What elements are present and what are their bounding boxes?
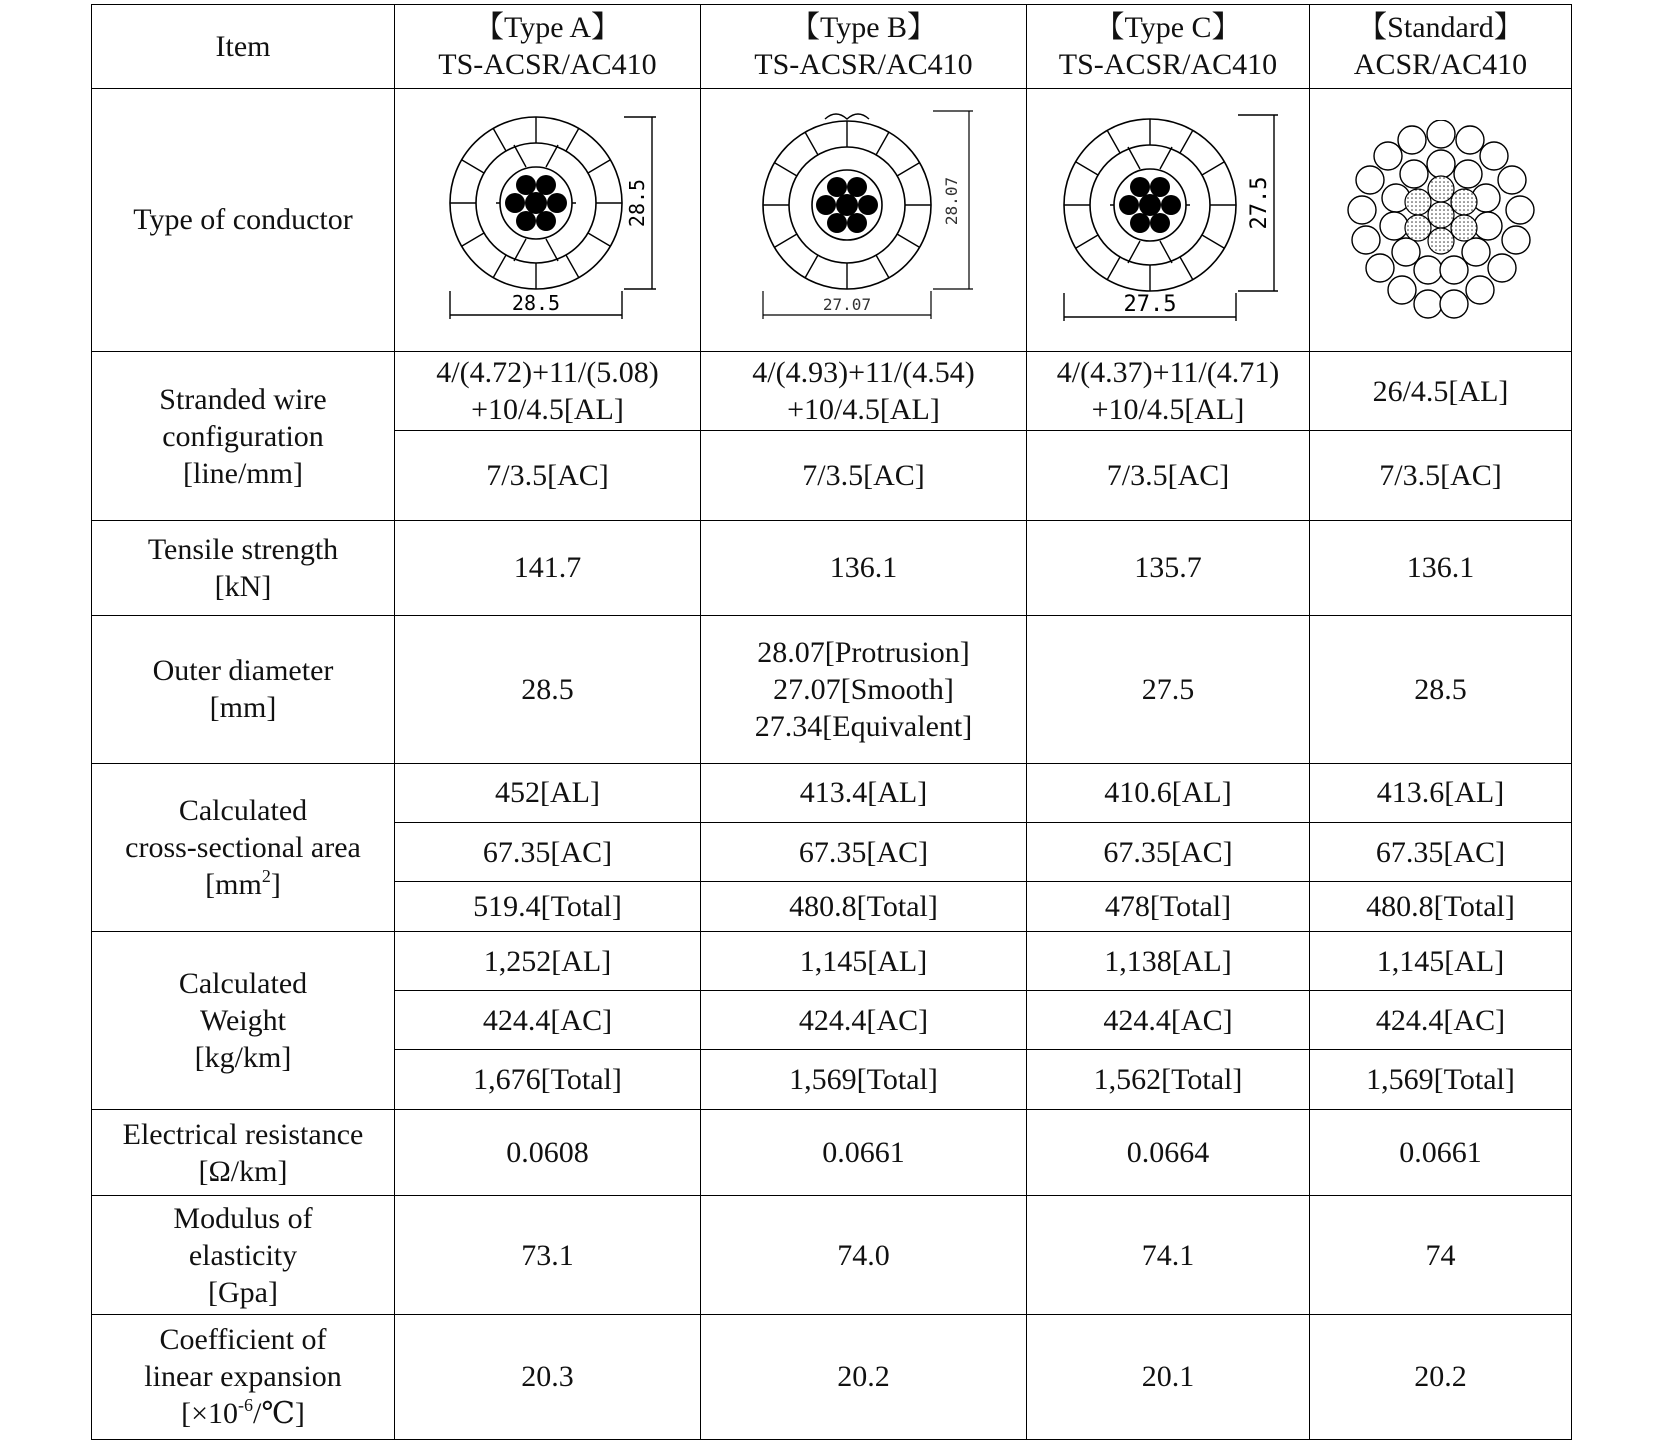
diagram-height-label: 27.5 [1247, 176, 1272, 230]
weight-ac-cell: 424.4[AC] [395, 991, 701, 1050]
weight-al-cell: 1,252[AL] [395, 931, 701, 990]
stranded-al-line: 4/(4.93)+11/(4.54) [752, 356, 975, 390]
stranded-al-line: +10/4.5[AL] [787, 393, 940, 427]
header-type-label: 【Type B】 [789, 11, 938, 45]
modulus-cell: 74.0 [701, 1196, 1027, 1315]
row-label-line: Modulus of [173, 1201, 313, 1235]
weight-al-row [92, 931, 1572, 990]
diagram-width-label: 27.07 [822, 294, 871, 314]
area-total-cell: 480.8[Total] [1310, 882, 1572, 932]
diameter-line: 28.07[Protrusion] [757, 635, 970, 669]
modulus-row [92, 1196, 1572, 1315]
header-conductor-name: TS-ACSR/AC410 [438, 48, 657, 82]
round-strand-conductor-icon [1346, 120, 1536, 320]
diagram-width-label: 27.5 [1123, 291, 1177, 317]
header-type-a [395, 5, 701, 89]
area-total-cell: 478[Total] [1027, 882, 1310, 932]
header-type-label: 【Type A】 [473, 11, 622, 45]
row-label-line: Calculated [178, 793, 308, 827]
row-label-conductor: Type of conductor [92, 88, 395, 352]
modulus-cell: 74 [1310, 1196, 1572, 1315]
row-label-line: cross-sectional area [125, 830, 361, 864]
row-label-stranded [92, 352, 395, 521]
tensile-cell: 135.7 [1027, 521, 1310, 615]
modulus-cell: 74.1 [1027, 1196, 1310, 1315]
unit-superscript: 2 [261, 865, 271, 886]
area-al-row [92, 763, 1572, 822]
weight-al-cell: 1,145[AL] [701, 931, 1027, 990]
weight-total-cell: 1,569[Total] [1310, 1050, 1572, 1109]
row-label-resistance [92, 1109, 395, 1196]
stranded-al-line: 4/(4.37)+11/(4.71) [1056, 356, 1280, 390]
resistance-cell: 0.0661 [1310, 1109, 1572, 1196]
conductor-diagram-standard [1310, 88, 1572, 352]
stranded-al-cell [701, 352, 1027, 431]
area-al-cell: 410.6[AL] [1027, 763, 1310, 822]
area-al-cell: 413.6[AL] [1310, 763, 1572, 822]
header-type-c [1027, 5, 1310, 89]
header-type-label: 【Type C】 [1094, 11, 1242, 45]
area-total-cell: 519.4[Total] [395, 882, 701, 932]
area-total-cell: 480.8[Total] [701, 882, 1027, 932]
area-al-cell: 452[AL] [395, 763, 701, 822]
row-label-line: [line/mm] [183, 456, 303, 490]
row-label-line: Outer diameter [152, 654, 334, 688]
tensile-cell: 136.1 [701, 521, 1027, 615]
diameter-line: 27.07[Smooth] [773, 672, 954, 706]
expansion-cell: 20.3 [395, 1314, 701, 1439]
expansion-row [92, 1314, 1572, 1439]
stranded-al-line: +10/4.5[AL] [471, 393, 624, 427]
weight-total-cell: 1,676[Total] [395, 1050, 701, 1109]
weight-total-cell: 1,569[Total] [701, 1050, 1027, 1109]
diameter-cell: 27.5 [1027, 615, 1310, 763]
diagram-height-label: 28.5 [624, 178, 649, 227]
stranded-al-line: 4/(4.72)+11/(5.08) [436, 356, 659, 390]
area-ac-cell: 67.35[AC] [395, 822, 701, 881]
header-row [92, 5, 1572, 89]
row-label-expansion [92, 1314, 395, 1439]
row-label-unit [98, 1395, 388, 1432]
unit-text: /℃] [253, 1397, 305, 1431]
row-label-line: configuration [162, 419, 324, 453]
weight-al-cell: 1,138[AL] [1027, 931, 1310, 990]
resistance-cell: 0.0664 [1027, 1109, 1310, 1196]
resistance-cell: 0.0661 [701, 1109, 1027, 1196]
header-conductor-name: TS-ACSR/AC410 [754, 48, 973, 82]
row-label-line: Calculated [178, 966, 308, 1000]
stranded-ac-cell: 7/3.5[AC] [395, 431, 701, 521]
unit-text: [×10 [181, 1397, 239, 1431]
row-label-line: Electrical resistance [122, 1117, 364, 1151]
area-al-cell: 413.4[AL] [701, 763, 1027, 822]
expansion-cell: 20.2 [1310, 1314, 1572, 1439]
header-type-b [701, 5, 1027, 89]
header-item: Item [92, 5, 395, 89]
stranded-al-line: +10/4.5[AL] [1091, 393, 1245, 427]
header-conductor-name: ACSR/AC410 [1353, 48, 1528, 82]
row-label-diameter [92, 615, 395, 763]
tensile-cell: 141.7 [395, 521, 701, 615]
row-label-weight [92, 931, 395, 1109]
unit-text: [mm [205, 867, 262, 901]
row-label-line: [mm] [209, 691, 277, 725]
stranded-al-cell [1310, 352, 1572, 431]
diameter-cell: 28.5 [395, 615, 701, 763]
resistance-cell: 0.0608 [395, 1109, 701, 1196]
row-label-line: elasticity [188, 1238, 298, 1272]
conductor-row [92, 88, 1572, 352]
row-label-line: Tensile strength [147, 532, 339, 566]
area-ac-cell: 67.35[AC] [701, 822, 1027, 881]
stranded-al-cell [395, 352, 701, 431]
diameter-cell [701, 615, 1027, 763]
row-label-unit [98, 866, 388, 903]
conductor-spec-table [91, 4, 1572, 1440]
weight-al-cell: 1,145[AL] [1310, 931, 1572, 990]
weight-ac-cell: 424.4[AC] [701, 991, 1027, 1050]
stranded-ac-cell: 7/3.5[AC] [701, 431, 1027, 521]
diagram-width-label: 28.5 [511, 290, 560, 315]
header-type-label: 【Standard】 [1357, 11, 1524, 45]
row-label-line: Stranded wire [159, 382, 327, 416]
tensile-cell: 136.1 [1310, 521, 1572, 615]
row-label-line: [kN] [214, 569, 272, 603]
stranded-al-row [92, 352, 1572, 431]
row-label-tensile [92, 521, 395, 615]
unit-text: ] [270, 867, 281, 901]
weight-total-cell: 1,562[Total] [1027, 1050, 1310, 1109]
diameter-row [92, 615, 1572, 763]
diameter-line: 27.34[Equivalent] [754, 709, 973, 743]
conductor-diagram-type-c [1027, 88, 1310, 352]
weight-ac-cell: 424.4[AC] [1310, 991, 1572, 1050]
row-label-line: [Gpa] [208, 1275, 278, 1309]
area-ac-cell: 67.35[AC] [1310, 822, 1572, 881]
unit-superscript: -6 [238, 1395, 254, 1416]
trapezoid-strand-conductor-protrusion-icon [729, 105, 999, 335]
area-ac-cell: 67.35[AC] [1027, 822, 1310, 881]
trapezoid-strand-conductor-icon [418, 105, 678, 335]
tensile-row [92, 521, 1572, 615]
diagram-height-label: 28.07 [941, 176, 961, 225]
header-conductor-name: TS-ACSR/AC410 [1058, 48, 1278, 82]
conductor-diagram-type-a [395, 88, 701, 352]
row-label-line: [kg/km] [194, 1040, 292, 1074]
row-label-line: Coefficient of [159, 1323, 327, 1357]
row-label-area [92, 763, 395, 931]
stranded-ac-cell: 7/3.5[AC] [1027, 431, 1310, 521]
header-standard [1310, 5, 1572, 89]
stranded-al-line: 26/4.5[AL] [1372, 374, 1509, 408]
resistance-row [92, 1109, 1572, 1196]
expansion-cell: 20.2 [701, 1314, 1027, 1439]
stranded-al-cell [1027, 352, 1310, 431]
diameter-cell: 28.5 [1310, 615, 1572, 763]
stranded-ac-cell: 7/3.5[AC] [1310, 431, 1572, 521]
row-label-line: [Ω/km] [198, 1154, 288, 1188]
expansion-cell: 20.1 [1027, 1314, 1310, 1439]
row-label-line: linear expansion [144, 1360, 342, 1394]
row-label-line: Weight [200, 1003, 286, 1037]
weight-ac-cell: 424.4[AC] [1027, 991, 1310, 1050]
modulus-cell: 73.1 [395, 1196, 701, 1315]
trapezoid-strand-conductor-icon [1038, 105, 1298, 335]
row-label-modulus [92, 1196, 395, 1315]
conductor-diagram-type-b [701, 88, 1027, 352]
